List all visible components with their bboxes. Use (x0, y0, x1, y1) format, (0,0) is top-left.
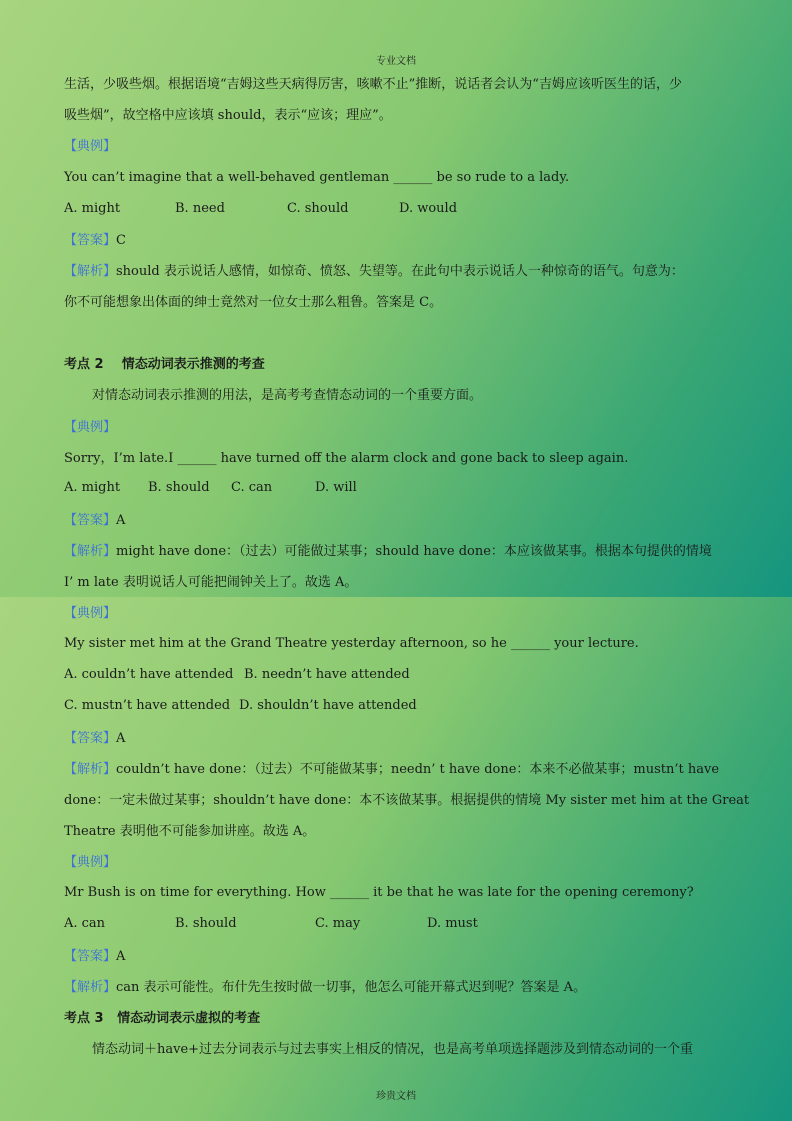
body-line: I’ m late 表明说话人可能把闹钟关上了。故选 A。 (64, 575, 358, 590)
answer-tag: 【答案】 (64, 731, 117, 746)
answer-value: A (116, 731, 126, 746)
option-b: B. needn’t have attended (244, 667, 410, 682)
option-b: B. should (175, 916, 237, 931)
option-d: D. would (399, 201, 458, 216)
question-text: My sister met him at the Grand Theatre yesterday afternoon, so he ______ your lecture. (64, 636, 639, 651)
option-d: D. shouldn’t have attended (239, 698, 417, 713)
option-c: C. may (315, 916, 361, 931)
answer-value: A (116, 513, 126, 528)
analysis-tag: 【解析】 (64, 762, 117, 777)
option-d: D. must (427, 916, 478, 931)
answer-value: C (116, 233, 126, 248)
analysis-text: might have done：（过去）可能做过某事；should have done：本应该做某事。根据本句提供的情境 (116, 544, 712, 559)
analysis-line (64, 263, 732, 281)
answer-tag: 【答案】 (64, 233, 117, 248)
analysis-tag: 【解析】 (64, 980, 117, 995)
body-line: 情态动词＋have+过去分词表示与过去事实上相反的情况，也是高考单项选择题涉及到情态动词的一个重 (92, 1042, 694, 1057)
option-b: B. need (175, 201, 225, 216)
body-line: 对情态动词表示推测的用法，是高考考查情态动词的一个重要方面。 (92, 388, 483, 403)
analysis-line (64, 979, 732, 997)
option-a: A. couldn’t have attended (64, 667, 234, 682)
answer-line (64, 512, 732, 530)
answer-line (64, 232, 732, 250)
answer-value: A (116, 949, 126, 964)
option-d: D. will (315, 480, 357, 495)
section-number: 考点 2 (64, 357, 104, 372)
answer-tag: 【答案】 (64, 949, 117, 964)
section-number: 考点 3 (64, 1011, 104, 1026)
analysis-text: should 表示说话人感情，如惊奇、愤怒、失望等。在此句中表示说话人一种惊奇的语气。句意为： (116, 264, 684, 279)
section-title: 情态动词表示虚拟的考查 (117, 1011, 261, 1026)
question-text: Mr Bush is on time for everything. How ______ it be that he was late for the opening ceremony? (64, 885, 694, 900)
answer-line (64, 948, 732, 966)
option-c: C. mustn’t have attended (64, 698, 231, 713)
page-footer: 珍贵文档 (376, 1091, 416, 1102)
page-header: 专业文档 (376, 56, 416, 67)
analysis-text: can 表示可能性。布什先生按时做一切事，他怎么可能开幕式迟到呢？答案是 A。 (116, 980, 587, 995)
analysis-line (64, 761, 732, 779)
answer-line (64, 730, 732, 748)
example-tag: 【典例】 (64, 855, 117, 870)
analysis-text: couldn’t have done：（过去）不可能做某事；needn’ t have done：本来不必做某事；mustn’t have (116, 762, 720, 777)
example-tag: 【典例】 (64, 139, 117, 154)
section-heading (64, 356, 732, 374)
option-c: C. can (231, 480, 273, 495)
example-tag: 【典例】 (64, 606, 117, 621)
example-tag: 【典例】 (64, 420, 117, 435)
section-title: 情态动词表示推测的考查 (121, 357, 265, 372)
answer-tag: 【答案】 (64, 513, 117, 528)
option-a: A. can (64, 916, 106, 931)
body-line: Theatre 表明他不可能参加讲座。故选 A。 (64, 824, 316, 839)
option-c: C. should (287, 201, 349, 216)
body-line: 生活，少吸些烟。根据语境“吉姆这些天病得厉害，咳嗽不止”推断，说话者会认为“吉姆应该听医生的话，少 (64, 77, 682, 92)
analysis-tag: 【解析】 (64, 264, 117, 279)
option-a: A. might (64, 480, 121, 495)
analysis-line (64, 543, 732, 561)
body-line: 你不可能想象出体面的绅士竟然对一位女士那么粗鲁。答案是 C。 (64, 295, 443, 310)
option-b: B. should (148, 480, 210, 495)
question-text: Sorry，I’m late.I ______ have turned off the alarm clock and gone back to sleep again. (64, 451, 629, 466)
section-heading (64, 1010, 732, 1028)
body-line: done：一定未做过某事；shouldn’t have done：本不该做某事。根据提供的情境 My sister met him at the Great (64, 793, 750, 808)
analysis-tag: 【解析】 (64, 544, 117, 559)
body-line: 吸些烟”，故空格中应该填 should，表示“应该；理应”。 (64, 108, 392, 123)
question-text: You can’t imagine that a well-behaved gentleman ______ be so rude to a lady. (64, 170, 570, 185)
option-a: A. might (64, 201, 121, 216)
